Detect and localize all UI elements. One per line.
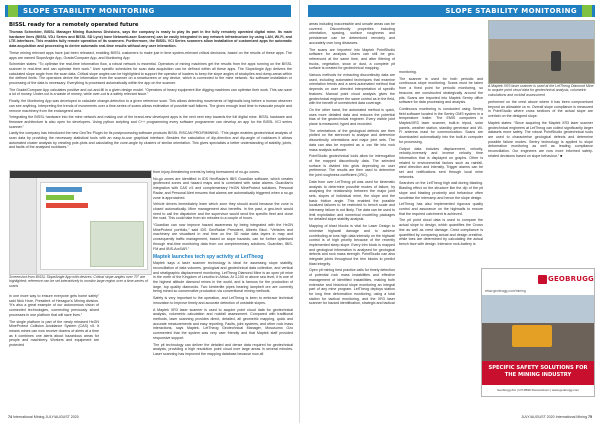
maptek-headline: Maptek launches tech spy activity at LetTheog [153,254,264,261]
idsgeoradar-article [153,170,293,404]
figure-caption: A Maptek XR3 laser scanner is used at the LetTheog Diamond Mine to acquire point cloud data for geotechnical analysis, volumetric calculations and rockfall assessment [488,84,594,97]
article-paragraph: The orientations of the geological defects are then plotted on the stereonet to analyse and determine discontinuity orientations and major joint sets. The data can also be exported as a .csv file into rock mass analysis software. [309,128,395,152]
article-paragraph: Vehicle drivers immediately learn which zone they should avoid because the zone is closed automatically. Mine management also benefits. In the past, a geo-tech would need to call the dispatcher and the supervisor would send the specific fleet and close the road. This could take from six minutes to a couple of hours. [153,202,293,221]
article-paragraph: Various methods for extracting discontinuity data are used, including automated techniques that examine orientation trends and a semi-automated method that depends on user directed interpretation of specific features. Manual point cloud analysis gives the geotechnical engineer the same control as in the field, with the benefit of unrestricted data coverage. [309,73,395,106]
article-paragraph: The scanner is used for both periodic and continuous slope monitoring. Scans must be taken from a fixed point for periodic monitoring, so beacons are constructed strategically around the pits. Scans are imported into Maptek Sentry office software for data processing and analysis. [399,76,483,105]
article-paragraph: Maptek says a laser scanner technology is ideal for assessing slope stability, reconciliation of data volumes, geological and geotechnical data collection, and vertical and stratigraphic displacement monitoring. LetTheog Diamond Mine is an open pit mine in the north of the Kingdom of Lesotho in Africa. At 3,100 m above sea level, it is one of the highest altitude diamond mines in the world, and is famous for the production of large, top quality diamonds. Two kimberlite pipes bearing lampbelt ore are currently being mined so conservative production via conventional mining methods. [153,261,293,294]
banner-accent-stripe [8,5,18,17]
app-scan-view [90,221,144,267]
article-paragraph: Thomas Schneider, BISSL Manager Mining Business Divisions, says the company is ready to play its part in the fully remotely operated digital mine. Its main hardware lines (BISSL VD-I Series and BISSL SD Lynx) have NetworkLaser Scanners) can be easily integrated in any network infrastructure by using LAN, Wi-Fi, and LTE-interfaces. This enables fully remote operation of its scanners. Furthermore, the BISSL VCI Series scanners allow installation of customized apps for automatic data acquisition and processing to derive automatic real-time results without any user interaction. [9,30,292,49]
article-paragraph: These mining relevant apps have just been released, enabling BISSL customers to make just in time system-relevant critical decisions, based on the results of these apps. The apps are named SlopeAngle App, Grade/Compare App, and Monitoring App. [9,50,292,60]
issue-date: JULY/AUGUST 2020 [45,415,79,419]
article-paragraph: Maptek states: “Since acquiring the Maptek XR3 laser scanner geotechnical engineers at LetTheog can collect significantly larger datasets more safely. The robust PointStudio geotechnical tools are used to characterise geological defects and determine possible failure modes. Sentry technology is applied to slope deformation monitoring as well as leading compliance reconciliation. Our engineers are now more informed safety-related decisions based on slope behaviour.” ■ [488,120,593,158]
article-paragraph: Open pit mining best practice calls for timely detection of potential rock mass instabilities and effective management of identified instabilities, making both extensive and historical slope monitoring an integral part of any mine program. LetTheog deploys station for long time deformation monitoring, using a total station for tactical monitoring, and the XR3 laser scanner for hazard identification, strategic and tactical [309,268,395,306]
article-paragraph: in one more way to ensure everyone gets home safely” said Nick Hore, President of Hexagon's Mining division. “It’s also a great example of our autonomous vision of connected technologies, connecting previously siloed processes in one platform that will save lives.” [9,294,99,317]
banner-accent-stripe [582,5,592,17]
ad-photo-machine [512,325,552,347]
figure-caption: Screenshot from BISSL SlopeAngle App with devices: Critical slope-angles over 70° are highlighted; reference can be set interactively to monitor large region over a time-series of scans [9,275,148,288]
scanner-device [551,51,561,71]
app-result-bar [46,195,74,200]
ad-tagline: SPECIFIC SAFETY SOLUTIONS FOR THE MINING INDUSTRY [482,361,594,385]
laser-scanner-photo [488,20,595,84]
article-paragraph: The pit technology can deliver the detailed and dense data required for geotechnical analysis, providing a high resolution point cloud over large areas in several minutes. Laser scanning has improved the mapping database because now all [153,342,293,356]
article-paragraph: A Maptek XR3 laser scanner is used to acquire point cloud data for geotechnical analysis, volumetric calculation and rockfall assessment. Compared with traditional methods, laser scanning provides direct, detailed, all geometric mapping, quick and accurate measurements and easy reporting. Faults, joint systems, and other rock mass interactions, says Maptek. LetTheog Geotechnical Manager, Mosusumo Ozo commented that the system was very user friendly and that Maptek staff provided responsive support. [153,307,293,340]
article-paragraph: LetTheog has also implemented rigorous quality control and assurance on the highwalls to ensure that the required catchment is achieved. [399,202,483,216]
article-paragraph: The single platform is part of the newly released HxGN MineProtect Collision Avoidance System (CAS) v5. It means mines can now receive dozens of alerts at a time as it combines one alerts about hazardous areas for people and machinery. Workers and equipment are protected [9,319,99,348]
geobrugg-logo-icon [538,275,547,284]
hexagon-article [9,294,99,404]
section-banner [5,5,291,17]
article-paragraph: Output data includes displacement, velocity, velocity-inversely and inverse velocity time information that is displayed on graphs. Other is related to environmental factors such as rainfall, wind direction and intensity. Trigger alarms can be set and notifications sent through local mine networks. [399,146,483,179]
article-paragraph: Finally, the Monitoring App was developed to calculate change-detection to a given reference scan. This allows detecting movements of highwalls long before a human observer can see anything. Interpreting the trends of movements over a time-series of scans allows estimation of possible wall failures. The given enough lead time to evacuate people and remove machinery from the endangered area. [9,99,292,113]
section-banner [308,5,595,17]
article-paragraph: monitoring. [399,70,417,74]
section-title: SLOPE STABILITY MONITORING [445,7,577,15]
bissl-article [9,22,292,167]
ad-url[interactable]: www.geobrugg.com/mining [485,289,526,293]
magazine-name: International Mining [555,415,587,419]
article-paragraph: Mapping of blast blocks is vital for Laser Design to minimise highwall damage and to achieve contributing at tons high data intensity on the highwall control is of high priority because of the recently implemented steep slope. Every trim block is mapped and geological information is analysed for geological defects and rock mass strength. PointStudio can also integrate joints throughout the trim blocks to predict blast integrity. [309,224,395,266]
article-paragraph: “Integrating the BISSL hardware into the mine network and making use of the brand-new developed apps is the next next step towards the full digital mine. BISSL hardware and firmware architecture is also open for developers. Using python scripting and C++ programming every software programmer can develop an app for the BISSL VCI series scanner.” [9,115,292,129]
page-number: 75 [588,415,592,419]
article-paragraph: Continuous monitoring is conducted using Sentry field software located in the Sentry OMS system in a temperature trailer. The EMIS computers in Maptek/XR3 laser scanner, built-in tripod, solar panels, weather station, standby generator and Wi-Fi antenna mast for communication. Scans are downloaded automatically into the built-in computer for processing. [399,106,483,144]
article-paragraph: No-go zones are identified in IDS HexRadar’s IBIS GuardIan software, which creates geofenced zones and hazard maps and is correlated with radar alarms. GuardIan’s integration with CAS v.5 and complementary HxGN MineProtect solutions, Personal Radar, and Personal Alert ensures that alarms are automatically triggered when a no-go zone is approached. [153,176,293,200]
page-number: 74 [8,415,12,419]
ad-brand: GEOBRUGG [548,275,594,283]
article-paragraph: On the other hand, the automated method is quick, uses more detailed data and reduces the potential bias of the geotechnical engineer. Every visible joint plane is measured, typed and recorded. [309,107,395,127]
issue-date: JULY/AUGUST 2020 [521,415,555,419]
maptek-article-col3 [488,100,593,260]
section-title: SLOPE STABILITY MONITORING [23,7,155,15]
ad-photo-sky [482,295,594,323]
article-paragraph: Searches on the LetTheog high wall during blasting. Blasting effect on the structure like the dip of the pit slope and blasting proximity and behaviour often scrutinise the interramp and hence the slope design. [399,181,483,200]
article-paragraph: performed on the crest above where it has been compromised beyond an allowable cs m. Overall slope compliance is measured in PointStudio where cross sections of the actual slope are overlain on the designed slope. [488,100,593,119]
article-paragraph: Lastly the company has introduced the new GeoTec Plugin for its postprocessing software products BISSL RiSCAN PRO/RiMINING. “This plugin enables geotechnical analysis of scan data by providing the necessary statistical tools with an easy-to-use graphical interface. Besides the calculation of dip-direction and dip-angle of rockfaces it allows automated cluster analysis by creating pole-plots and calculating the cone-angle by clusters of similar orientation. This gives specialists a better understanding of stability, joints, and faults of the analysed rockfaces.” [9,131,292,150]
app-result-bar [46,187,82,192]
geobrugg-advertisement[interactable] [481,268,595,397]
folio-right [521,415,592,419]
article-paragraph: Data from over LetTheog pit was used for kinematic analysis to determine possible modes of failure, by analysing the relationship between the major joint sets, slopes of individual mine, the slope and the basic friction angle. This enabled the possible localized failures to be restricted to bench scale and interramp failure is not likely. The data can be used to limit exploitation and numerical modelling packages for detailed slope stability analysis. [309,179,395,222]
pit-wall-band [489,39,594,61]
app-sidebar [10,178,37,274]
article-paragraph: from injury-threatening events by being forewarned of no-go zones. [153,170,260,174]
bench-band [489,61,594,83]
article-paragraph: “GuardIan can now improve hazard awareness by being integrated with the HxGN MineProtect portfolio,” said IDS GeoRadar President, Alberto Bicci. “Vehicles and machinery are visualised in real time on the 3D radar data layers in map and consequently traffic management, based on slope hazards, can be further optimised through real-time monitoring data from our complementary solutions, GuardIan, IBIS-FM and IBIS-ArcSAR.” [153,223,293,251]
ad-footer: Geobrugg AG | CH-8590 Romanshorn | www.geobrugg.com [482,385,594,396]
app-titlebar [10,171,151,178]
ad-photo [482,295,594,361]
maptek-article-col2 [399,70,483,404]
app-result-bar [46,203,88,208]
article-paragraph: PointStudio geotechnical tools allow for interrogation of the mapped discontinuity data. The selected surface is divided into grids depending on user preference. The results are then used to determine the joint roughness coefficient (JRC). [309,154,395,178]
article-paragraph: Schneider states: “To optimise the real-time information flow, a robust network is essential. Operators of mining machines get the results from the apps running on the BISSL scanner in real-time and can optimise their work.” User specific schedules for scan data acquisition can be defined within all these apps. The SlopeAngle App delivers the calculated slope angle from the scan data. Critical slope angles can be highlighted to support the operator of loaders to keep the slope angles of stockpiles and dump-areas within the defined limits. The operators derive the information from the scanner on a smartscreen or any device, which is connected to the mine network. No software installation or processing of the data is necessary. Everything is processed automatically within the app on the scanner. [9,62,292,86]
article-paragraph: Safety is very important to the operation, and LetTheog is keen to embrace technical innovation to improve timely and accurate detection of unstable slopes. [153,296,293,305]
folio-left [8,415,79,419]
right-page [300,0,600,423]
article-headline: BISSL ready for a remotely operated future [9,22,139,28]
maptek-article-col1 [309,22,395,404]
ad-logo-row [482,273,594,287]
article-paragraph: The pit point cloud data is used to compare the actual slope to design, which quantifies the Crown line as well as crest damage. Crest compliance is quantified by comparing actual and design crestline, while toes are determined by calculating the actual bench face with design. Intensive rock-battery is [399,218,483,246]
article-paragraph: The scans are imported into Maptek PointStudio software for analysis. Users can still be geo-referenced at the same time, and after filtering of trucks, vegetation, snow or dust, a complete pit surface is created for geotechnical mapping. [309,47,395,71]
sky-band [489,21,594,39]
article-paragraph: The Grade/Compare App calculates positive and cut-and-fill in a given design model. “Operators of heavy equipment like digging machines can optimise their work. This can save a lot of money. Under-cut is a waste of money, while over-cut is a safety relevant issue.” [9,87,292,97]
slopeangle-app-screenshot [9,170,152,275]
article-paragraph: areas including inaccessible and unsafe areas can be covered. Discontinuity properties including orientation, spacing, surface roughness and persistence can be determined remotely and accurately over long distances. [309,22,395,45]
magazine-name: International Mining [13,415,45,419]
